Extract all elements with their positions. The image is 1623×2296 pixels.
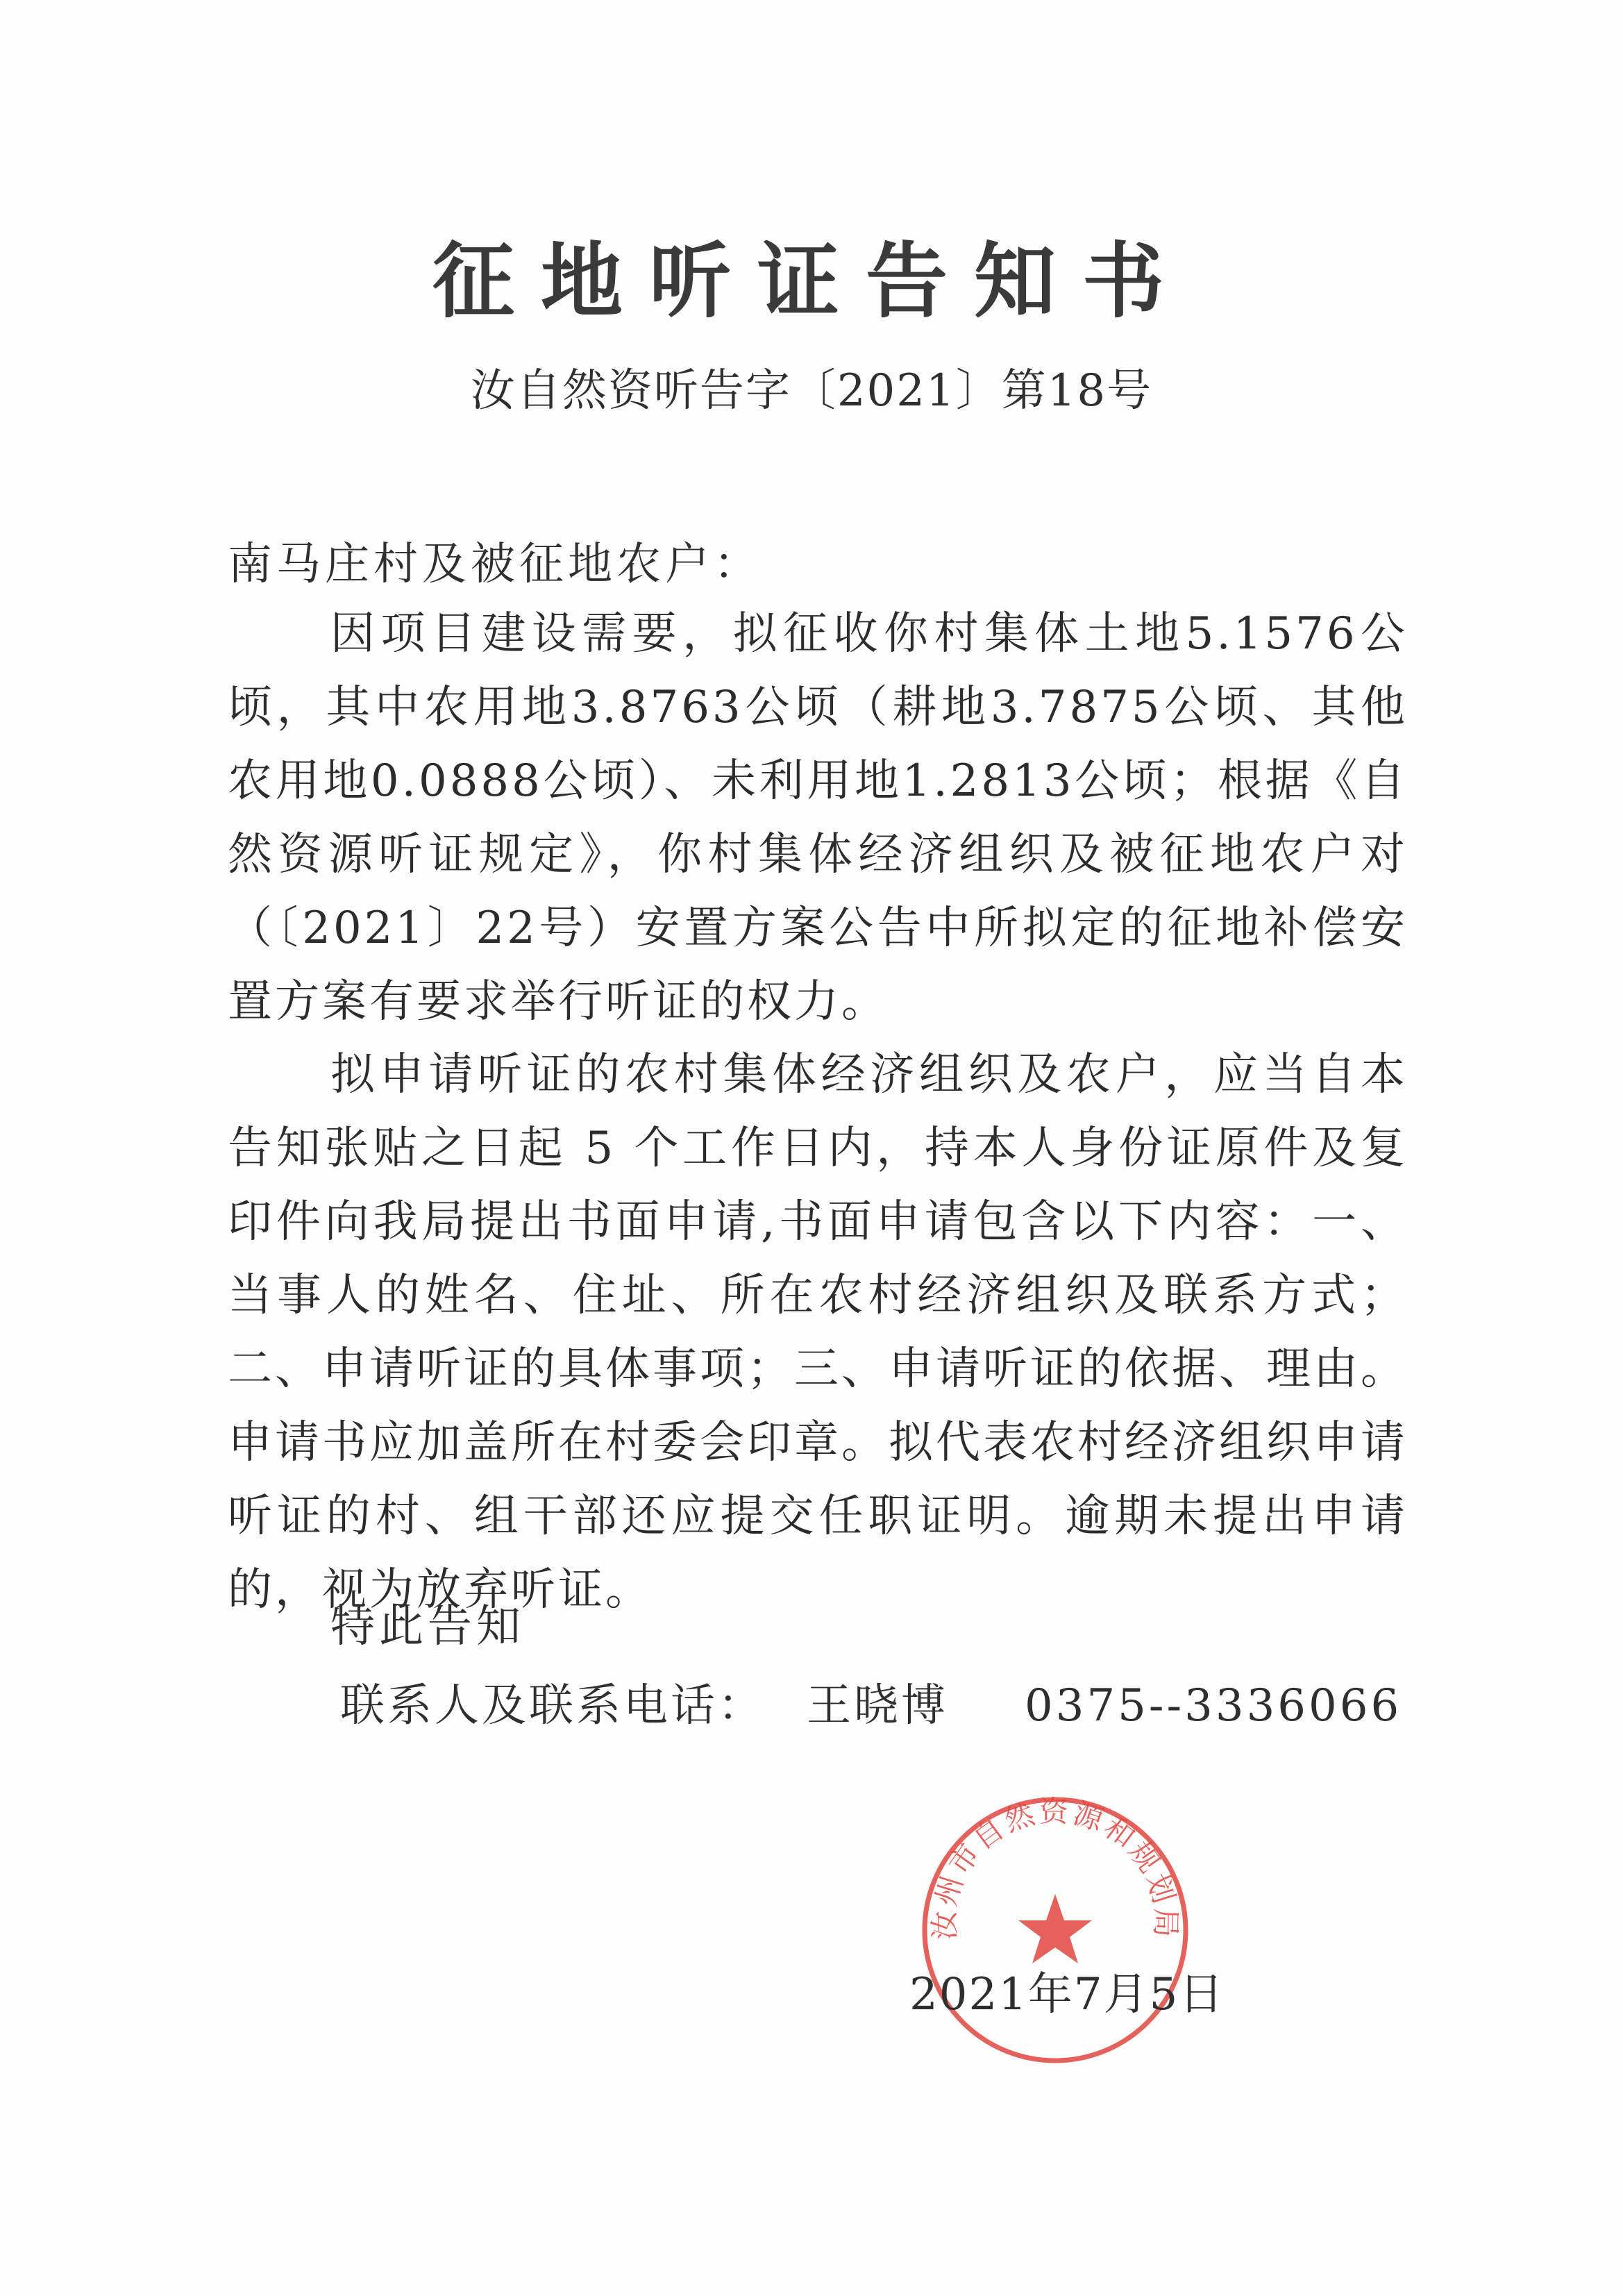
salutation: 南马庄村及被征地农户： bbox=[228, 539, 762, 590]
official-seal bbox=[916, 1791, 1194, 2069]
document-number: 汝自然资听告字〔2021〕第18号 bbox=[470, 365, 1153, 417]
contact-line bbox=[340, 1675, 1402, 1737]
seal-text: 汝州市自然资源和规划局 bbox=[927, 1794, 1184, 1941]
contact-name: 王晓博 bbox=[807, 1680, 948, 1732]
contact-phone: 0375--3336066 bbox=[1025, 1680, 1402, 1732]
document-title: 征地听证告知书 bbox=[432, 233, 1191, 329]
star-icon bbox=[1018, 1894, 1092, 1963]
paragraph-land-acquisition: 因项目建设需要，拟征收你村集体土地5.1576公顷，其中农用地3.8763公顷（耕地3.7875公顷、其他农用地0.0888公顷）、未利用地1.2813公顷；根据《自然资源听证规定》，你村集体经济组织及被征地农户对（〔2021〕22号）安置方案公告中所拟定的征地补偿安置方案有要求举行听证的权力。 bbox=[228, 608, 1408, 1028]
paragraph-hearing-application: 拟申请听证的农村集体经济组织及农户，应当自本告知张贴之日起 5 个工作日内，持本人身份证原件及复印件向我局提出书面申请,书面申请包含以下内容：一、当事人的姓名、住址、所在农村经济组织及联系方式；二、申请听证的具体事项；三、申请听证的依据、理由。申请书应加盖所在村委会印章。拟代表农村经济组织申请听证的村、组干部还应提交任职证明。逾期未提出申请的，视为放弃听证。 bbox=[228, 1049, 1408, 1616]
contact-label: 联系人及联系电话： bbox=[340, 1680, 765, 1732]
closing-remark: 特此告知 bbox=[330, 1601, 525, 1652]
document-date: 2021年7月5日 bbox=[909, 1969, 1225, 2020]
